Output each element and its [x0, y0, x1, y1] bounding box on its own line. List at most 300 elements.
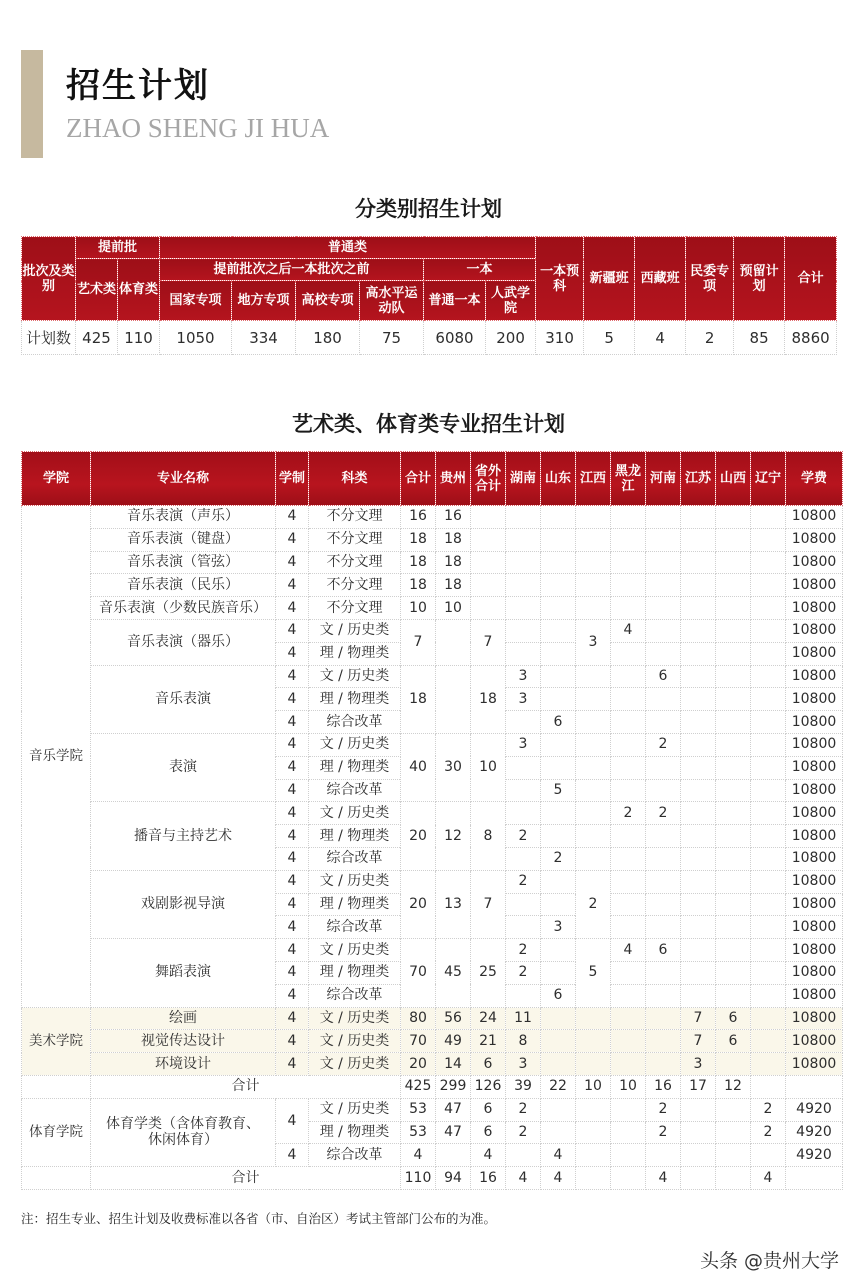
- heilongjiang: [611, 711, 646, 734]
- years: 4: [276, 506, 309, 529]
- henan: [646, 1144, 681, 1167]
- subject-type: 理 / 物理类: [309, 893, 401, 916]
- outside: 7: [471, 619, 506, 665]
- liaoning: [751, 733, 786, 756]
- shandong: [541, 825, 576, 848]
- tuition: 10800: [786, 1007, 843, 1030]
- hunan: 2: [506, 870, 541, 893]
- cell-high-level: 75: [360, 321, 424, 355]
- liaoning: [751, 1075, 786, 1098]
- guizhou: 12: [436, 802, 471, 870]
- jiangxi: [576, 574, 611, 597]
- henan: 4: [646, 1167, 681, 1190]
- jiangsu: [681, 711, 716, 734]
- liaoning: [751, 597, 786, 620]
- henan: 2: [646, 802, 681, 825]
- jiangsu: [681, 802, 716, 825]
- shanxi: [716, 1121, 751, 1144]
- plan-count-row: [22, 321, 837, 355]
- years: 4: [276, 984, 309, 1007]
- outside: 21: [471, 1030, 506, 1053]
- outside: 16: [471, 1167, 506, 1190]
- th-regular-tier1: 普通一本: [424, 281, 486, 321]
- shandong: 6: [541, 984, 576, 1007]
- th-shanxi: 山西: [716, 452, 751, 506]
- liaoning: [751, 870, 786, 893]
- henan: [646, 619, 681, 642]
- years: 4: [276, 665, 309, 688]
- tuition: 10800: [786, 984, 843, 1007]
- guizhou: 18: [436, 528, 471, 551]
- guizhou: 18: [436, 551, 471, 574]
- tuition: 10800: [786, 597, 843, 620]
- years: 4: [276, 1053, 309, 1076]
- jiangxi: [576, 779, 611, 802]
- outside: [471, 528, 506, 551]
- guizhou: [436, 665, 471, 733]
- th-armed-police: 人武学院: [486, 281, 536, 321]
- subject-type: 理 / 物理类: [309, 756, 401, 779]
- hunan: 8: [506, 1030, 541, 1053]
- years: 4: [276, 1030, 309, 1053]
- heilongjiang: [611, 1144, 646, 1167]
- outside: 18: [471, 665, 506, 733]
- shandong: [541, 939, 576, 962]
- outside: [471, 506, 506, 529]
- guizhou: 10: [436, 597, 471, 620]
- tuition: 10800: [786, 528, 843, 551]
- years: 4: [276, 528, 309, 551]
- heilongjiang: 4: [611, 939, 646, 962]
- outside: 7: [471, 870, 506, 938]
- jiangxi: [576, 1007, 611, 1030]
- hunan: [506, 574, 541, 597]
- cell-national: 1050: [160, 321, 232, 355]
- liaoning: [751, 506, 786, 529]
- jiangxi: [576, 597, 611, 620]
- jiangsu: [681, 825, 716, 848]
- th-major: 专业名称: [91, 452, 276, 506]
- shandong: [541, 506, 576, 529]
- outside: 6: [471, 1098, 506, 1121]
- shanxi: [716, 779, 751, 802]
- shandong: [541, 1007, 576, 1030]
- college-music: 音乐学院: [22, 506, 91, 1008]
- cell-tibet: 4: [635, 321, 686, 355]
- th-guizhou: 贵州: [436, 452, 471, 506]
- subject-type: 不分文理: [309, 551, 401, 574]
- total: 70: [401, 939, 436, 1007]
- total: 425: [401, 1075, 436, 1098]
- tuition: 10800: [786, 688, 843, 711]
- cell-art: 425: [76, 321, 118, 355]
- liaoning: [751, 688, 786, 711]
- years: 4: [276, 574, 309, 597]
- jiangxi: [576, 528, 611, 551]
- henan: [646, 528, 681, 551]
- shanxi: [716, 506, 751, 529]
- hunan: [506, 1144, 541, 1167]
- major: 音乐表演: [91, 665, 276, 733]
- subject-type: 文 / 历史类: [309, 870, 401, 893]
- shanxi: [716, 733, 751, 756]
- hunan: [506, 984, 541, 1007]
- liaoning: [751, 1053, 786, 1076]
- row-label: 计划数: [22, 321, 76, 355]
- total: 18: [401, 574, 436, 597]
- table-row: [22, 733, 843, 756]
- jiangsu: [681, 642, 716, 665]
- heilongjiang: [611, 506, 646, 529]
- henan: [646, 1053, 681, 1076]
- liaoning: 4: [751, 1167, 786, 1190]
- th-total: 合计: [785, 237, 837, 321]
- subject-type: 综合改革: [309, 847, 401, 870]
- henan: 6: [646, 939, 681, 962]
- hunan: 2: [506, 939, 541, 962]
- tuition: 10800: [786, 870, 843, 893]
- shanxi: [716, 711, 751, 734]
- jiangxi: [576, 711, 611, 734]
- years: 4: [276, 870, 309, 893]
- table-row: [22, 528, 843, 551]
- cell-tier1-prep: 310: [536, 321, 584, 355]
- liaoning: [751, 961, 786, 984]
- jiangsu: [681, 939, 716, 962]
- shandong: [541, 961, 576, 984]
- heilongjiang: [611, 574, 646, 597]
- jiangsu: [681, 665, 716, 688]
- jiangsu: [681, 916, 716, 939]
- major: 播音与主持艺术: [91, 802, 276, 870]
- subject-type: 理 / 物理类: [309, 961, 401, 984]
- heilongjiang: [611, 779, 646, 802]
- jiangsu: [681, 870, 716, 893]
- tuition: 4920: [786, 1144, 843, 1167]
- total: 10: [401, 597, 436, 620]
- jiangsu: [681, 688, 716, 711]
- hunan: 11: [506, 1007, 541, 1030]
- total: 70: [401, 1030, 436, 1053]
- tuition: 10800: [786, 1030, 843, 1053]
- shandong: [541, 733, 576, 756]
- liaoning: [751, 847, 786, 870]
- outside: 24: [471, 1007, 506, 1030]
- cell-xinjiang: 5: [584, 321, 635, 355]
- major: 表演: [91, 733, 276, 801]
- years: 4: [276, 551, 309, 574]
- henan: 2: [646, 733, 681, 756]
- henan: [646, 870, 681, 893]
- shanxi: [716, 756, 751, 779]
- jiangsu: [681, 1121, 716, 1144]
- outside: 25: [471, 939, 506, 1007]
- liaoning: [751, 665, 786, 688]
- jiangxi: [576, 688, 611, 711]
- shanxi: [716, 642, 751, 665]
- shandong: 6: [541, 711, 576, 734]
- total: 20: [401, 1053, 436, 1076]
- liaoning: [751, 916, 786, 939]
- guizhou: 56: [436, 1007, 471, 1030]
- hunan: [506, 619, 541, 642]
- table-row: [22, 1053, 843, 1076]
- subject-type: 综合改革: [309, 984, 401, 1007]
- henan: [646, 984, 681, 1007]
- henan: 6: [646, 665, 681, 688]
- henan: [646, 961, 681, 984]
- hunan: [506, 779, 541, 802]
- cell-ethnic: 2: [686, 321, 734, 355]
- shandong: 4: [541, 1144, 576, 1167]
- cell-local: 334: [232, 321, 296, 355]
- jiangsu: [681, 984, 716, 1007]
- hunan: [506, 893, 541, 916]
- college-sports: 体育学院: [22, 1098, 91, 1166]
- th-years: 学制: [276, 452, 309, 506]
- shandong: 3: [541, 916, 576, 939]
- heilongjiang: [611, 847, 646, 870]
- liaoning: [751, 984, 786, 1007]
- section1-title: 分类别招生计划: [355, 197, 502, 221]
- shandong: [541, 1053, 576, 1076]
- henan: 2: [646, 1098, 681, 1121]
- total: 80: [401, 1007, 436, 1030]
- table-row: [22, 1030, 843, 1053]
- henan: [646, 847, 681, 870]
- years: 4: [276, 961, 309, 984]
- shandong: [541, 597, 576, 620]
- jiangsu: [681, 1144, 716, 1167]
- liaoning: [751, 574, 786, 597]
- jiangsu: [681, 779, 716, 802]
- jiangxi: [576, 733, 611, 756]
- empty-college: [22, 1167, 91, 1190]
- years: 4: [276, 1098, 309, 1144]
- jiangsu: [681, 619, 716, 642]
- liaoning: [751, 551, 786, 574]
- shandong: [541, 802, 576, 825]
- tuition: 10800: [786, 825, 843, 848]
- heilongjiang: [611, 1121, 646, 1144]
- outside: [471, 551, 506, 574]
- jiangxi: [576, 1030, 611, 1053]
- shandong: [541, 642, 576, 665]
- tuition: 10800: [786, 1053, 843, 1076]
- jiangsu: [681, 1167, 716, 1190]
- henan: 2: [646, 1121, 681, 1144]
- th-university: 高校专项: [296, 281, 360, 321]
- major: 绘画: [91, 1007, 276, 1030]
- henan: [646, 574, 681, 597]
- henan: [646, 779, 681, 802]
- jiangsu: [681, 551, 716, 574]
- jiangxi: [576, 665, 611, 688]
- th-between: 提前批次之后一本批次之前: [160, 259, 424, 281]
- jiangxi: [576, 1053, 611, 1076]
- th-national: 国家专项: [160, 281, 232, 321]
- th-local: 地方专项: [232, 281, 296, 321]
- heilongjiang: [611, 688, 646, 711]
- table-row: [22, 597, 843, 620]
- cell-reserved: 85: [734, 321, 785, 355]
- heilongjiang: [611, 984, 646, 1007]
- shandong: [541, 528, 576, 551]
- total: 18: [401, 665, 436, 733]
- outside: 10: [471, 733, 506, 801]
- tuition: 10800: [786, 711, 843, 734]
- subject-type: 文 / 历史类: [309, 1030, 401, 1053]
- henan: [646, 825, 681, 848]
- jiangsu: [681, 574, 716, 597]
- heilongjiang: [611, 1053, 646, 1076]
- years: 4: [276, 597, 309, 620]
- shanxi: [716, 619, 751, 642]
- th-regular: 普通类: [160, 237, 536, 259]
- total: 53: [401, 1098, 436, 1121]
- guizhou: 45: [436, 939, 471, 1007]
- shandong: 4: [541, 1167, 576, 1190]
- henan: [646, 756, 681, 779]
- shanxi: [716, 916, 751, 939]
- hunan: 3: [506, 665, 541, 688]
- liaoning: [751, 1030, 786, 1053]
- hunan: [506, 551, 541, 574]
- subject-type: 理 / 物理类: [309, 1121, 401, 1144]
- shandong: [541, 665, 576, 688]
- major: 视觉传达设计: [91, 1030, 276, 1053]
- jiangsu: [681, 756, 716, 779]
- years: 4: [276, 893, 309, 916]
- tuition: [786, 1075, 843, 1098]
- shandong: 22: [541, 1075, 576, 1098]
- henan: [646, 711, 681, 734]
- subject-type: 文 / 历史类: [309, 1053, 401, 1076]
- liaoning: [751, 756, 786, 779]
- total: 40: [401, 733, 436, 801]
- tuition: 10800: [786, 733, 843, 756]
- shanxi: [716, 665, 751, 688]
- heilongjiang: [611, 642, 646, 665]
- subject-type: 理 / 物理类: [309, 642, 401, 665]
- shanxi: 6: [716, 1007, 751, 1030]
- hunan: 3: [506, 733, 541, 756]
- liaoning: [751, 1007, 786, 1030]
- guizhou: [436, 1144, 471, 1167]
- years: 4: [276, 688, 309, 711]
- shanxi: [716, 984, 751, 1007]
- outside: 126: [471, 1075, 506, 1098]
- subject-type: 不分文理: [309, 574, 401, 597]
- major: 音乐表演（少数民族音乐）: [91, 597, 276, 620]
- jiangxi: [576, 1167, 611, 1190]
- major: 舞蹈表演: [91, 939, 276, 1007]
- heilongjiang: [611, 733, 646, 756]
- jiangsu: [681, 893, 716, 916]
- table-row: [22, 1098, 843, 1121]
- heilongjiang: [611, 665, 646, 688]
- th-tier1: 一本: [424, 259, 536, 281]
- footnote: 注：招生专业、招生计划及收费标准以各省（市、自治区）考试主管部门公布的为准。: [21, 1211, 497, 1226]
- major: 环境设计: [91, 1053, 276, 1076]
- total-label: 合计: [91, 1167, 401, 1190]
- outside: [471, 597, 506, 620]
- jiangsu: [681, 1098, 716, 1121]
- guizhou: 18: [436, 574, 471, 597]
- heilongjiang: 2: [611, 802, 646, 825]
- page-title: 招生计划: [66, 66, 210, 106]
- jiangxi: [576, 1144, 611, 1167]
- major: 体育学类（含体育教育、休闲体育）: [91, 1098, 276, 1166]
- total: 18: [401, 551, 436, 574]
- tuition: 10800: [786, 574, 843, 597]
- shandong: [541, 870, 576, 893]
- th-shandong: 山东: [541, 452, 576, 506]
- liaoning: [751, 642, 786, 665]
- shanxi: [716, 528, 751, 551]
- guizhou: 13: [436, 870, 471, 938]
- jiangxi: [576, 756, 611, 779]
- subject-type: 综合改革: [309, 1144, 401, 1167]
- outside: 8: [471, 802, 506, 870]
- major: 音乐表演（管弦）: [91, 551, 276, 574]
- total: 4: [401, 1144, 436, 1167]
- henan: [646, 1030, 681, 1053]
- hunan: 3: [506, 688, 541, 711]
- shanxi: [716, 597, 751, 620]
- tuition: 10800: [786, 802, 843, 825]
- henan: [646, 506, 681, 529]
- th-tuition: 学费: [786, 452, 843, 506]
- years: 4: [276, 779, 309, 802]
- shanxi: [716, 893, 751, 916]
- subject-type: 综合改革: [309, 711, 401, 734]
- liaoning: 2: [751, 1121, 786, 1144]
- jiangsu: [681, 506, 716, 529]
- table-row: [22, 870, 843, 893]
- henan: [646, 916, 681, 939]
- cell-university: 180: [296, 321, 360, 355]
- shandong: [541, 551, 576, 574]
- liaoning: [751, 893, 786, 916]
- major: 戏剧影视导演: [91, 870, 276, 938]
- shanxi: [716, 688, 751, 711]
- jiangxi: [576, 1098, 611, 1121]
- table-row: [22, 574, 843, 597]
- subject-type: 不分文理: [309, 506, 401, 529]
- subject-type: 文 / 历史类: [309, 665, 401, 688]
- liaoning: [751, 825, 786, 848]
- jiangxi: [576, 506, 611, 529]
- cell-armed-police: 200: [486, 321, 536, 355]
- tuition: 10800: [786, 939, 843, 962]
- th-total: 合计: [401, 452, 436, 506]
- guizhou: 16: [436, 506, 471, 529]
- shandong: [541, 688, 576, 711]
- guizhou: 30: [436, 733, 471, 801]
- hunan: [506, 847, 541, 870]
- tuition: 10800: [786, 961, 843, 984]
- shanxi: 6: [716, 1030, 751, 1053]
- subject-type: 文 / 历史类: [309, 802, 401, 825]
- tuition: 10800: [786, 619, 843, 642]
- heilongjiang: [611, 870, 646, 893]
- major: 音乐表演（声乐）: [91, 506, 276, 529]
- henan: 16: [646, 1075, 681, 1098]
- years: 4: [276, 1007, 309, 1030]
- heilongjiang: [611, 893, 646, 916]
- cell-regular-tier1: 6080: [424, 321, 486, 355]
